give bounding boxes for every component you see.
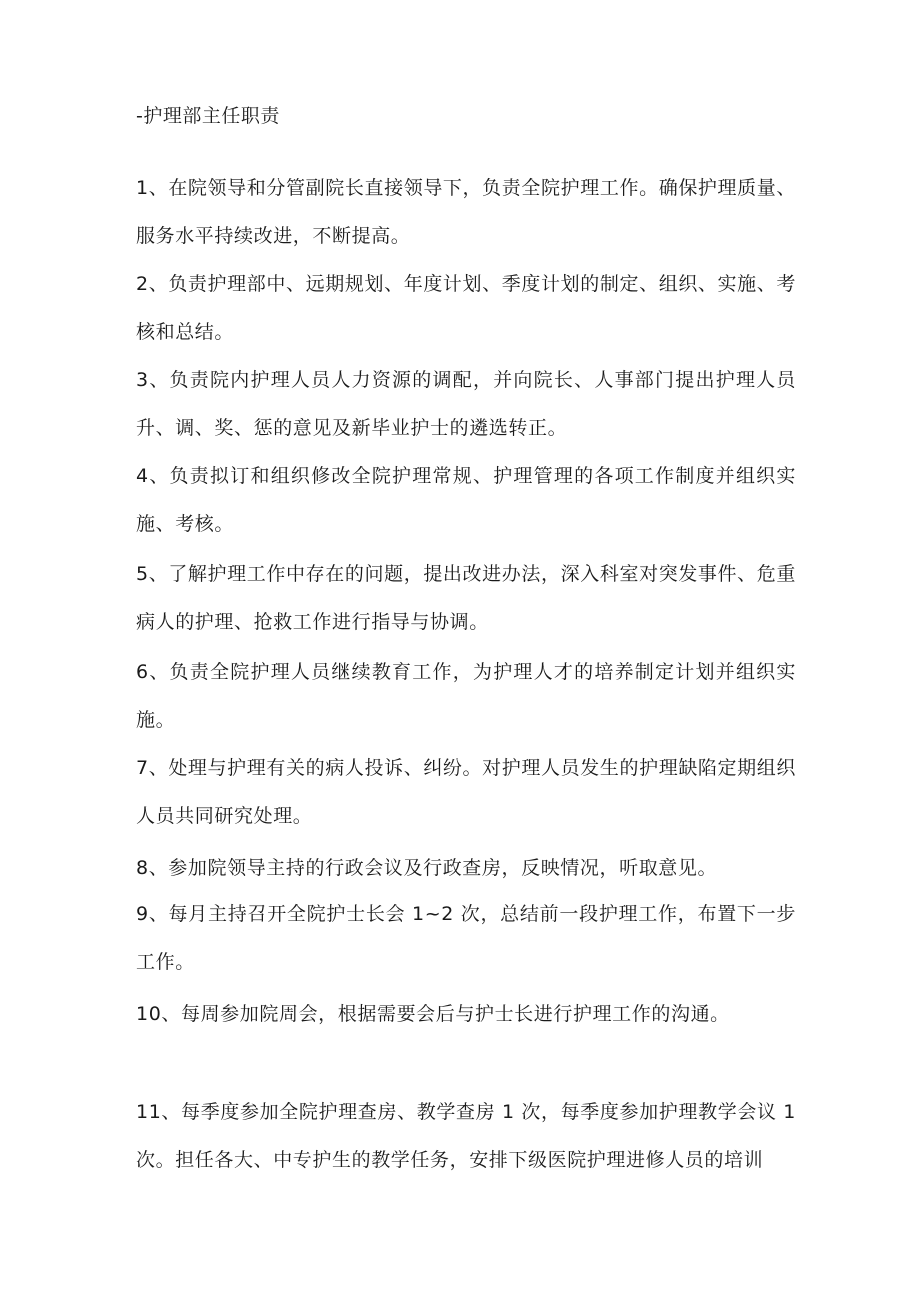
duty-item-10: 10、每周参加院周会，根据需要会后与护士长进行护理工作的沟通。 <box>136 1003 730 1025</box>
duty-item-8: 8、参加院领导主持的行政会议及行政查房，反映情况，听取意见。 <box>136 857 718 879</box>
duty-item-4: 4、负责拟订和组织修改全院护理常规、护理管理的各项工作制度并组织实施、考核。 <box>136 465 796 535</box>
document-title: -护理部主任职责 <box>136 105 280 127</box>
duty-item-3: 3、负责院内护理人员人力资源的调配，并向院长、人事部门提出护理人员升、调、奖、惩的意见及新毕业护士的遴选转正。 <box>136 369 796 439</box>
duty-item-5: 5、了解护理工作中存在的问题，提出改进办法，深入科室对突发事件、危重病人的护理、抢救工作进行指导与协调。 <box>136 563 796 633</box>
duty-item-7: 7、处理与护理有关的病人投诉、纠纷。对护理人员发生的护理缺陷定期组织人员共同研究处理。 <box>136 757 796 827</box>
duty-item-2: 2、负责护理部中、远期规划、年度计划、季度计划的制定、组织、实施、考核和总结。 <box>136 273 796 343</box>
duty-item-6: 6、负责全院护理人员继续教育工作，为护理人才的培养制定计划并组织实施。 <box>136 661 796 731</box>
duty-item-1: 1、在院领导和分管副院长直接领导下，负责全院护理工作。确保护理质量、服务水平持续改进，不断提高。 <box>136 177 796 247</box>
duty-item-9: 9、每月主持召开全院护士长会 1~2 次，总结前一段护理工作，布置下一步工作。 <box>136 903 796 973</box>
duty-item-11: 11、每季度参加全院护理查房、教学查房 1 次，每季度参加护理教学会议 1 次。担任各大、中专护生的教学任务，安排下级医院护理进修人员的培训 <box>136 1101 796 1171</box>
